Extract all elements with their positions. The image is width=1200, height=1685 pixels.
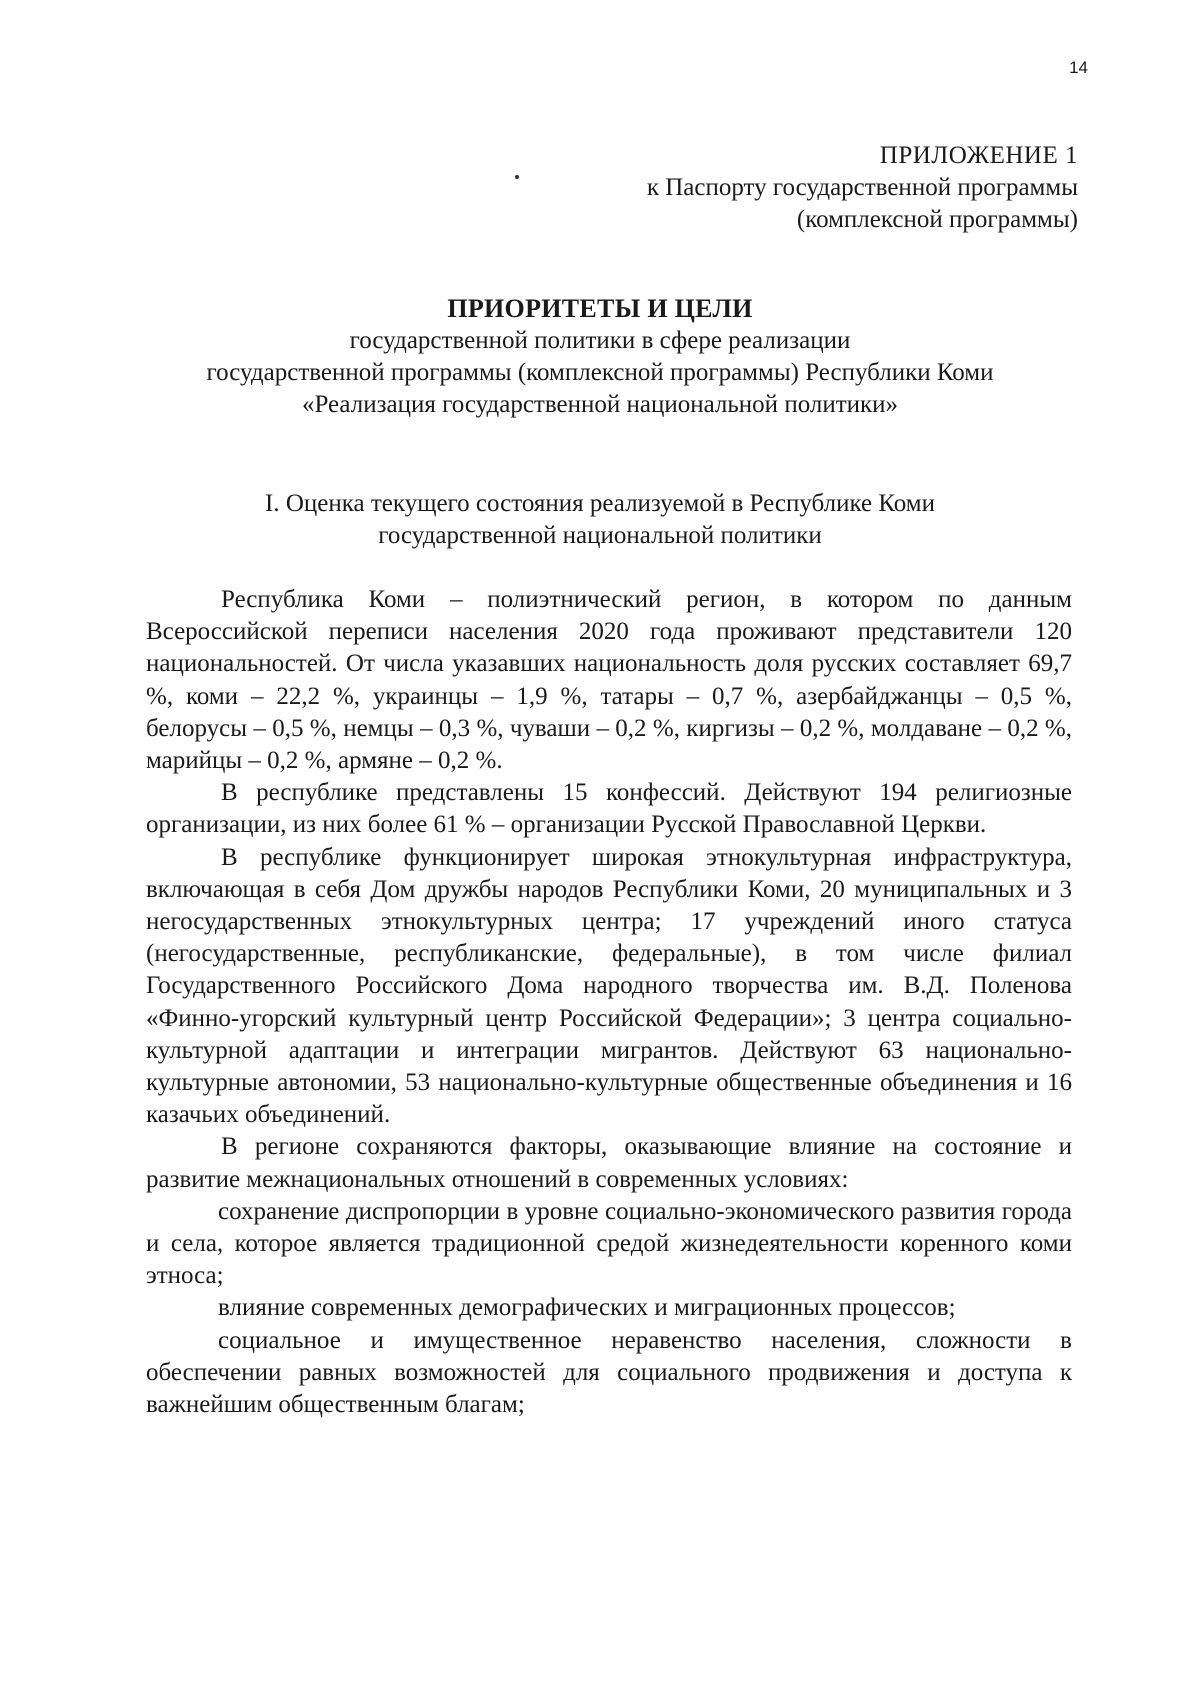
- section-heading: [140, 488, 1060, 552]
- appendix-line-1: к Паспорту государственной программы: [646, 174, 1078, 201]
- appendix-line-2: (комплексной программы): [796, 206, 1078, 233]
- scan-artifact-dot: [515, 175, 519, 179]
- body-text: [146, 584, 1072, 1421]
- appendix-title: ПРИЛОЖЕНИЕ 1: [879, 142, 1078, 169]
- paragraph-infrastructure: В республике функционирует широкая этнокультурная инфраструктура, включающая в себя Дом дружбы народов Республики Коми, 20 муниципальных и 3 негосударственных этнокультурных центра; 17 учреждений иного статуса (негосударственные, республиканские, федеральные), в том числе филиал Государственного Российского Дома народного творчества им. В.Д. Поленова «Финно-угорский культурный центр Российской Федерации»; 3 центра социально-культурной адаптации и интеграции мигрантов. Действуют 63 национально-культурные автономии, 53 национально-культурные общественные объединения и 16 казачьих объединений.: [146, 843, 1072, 1129]
- list-item-disproportion: сохранение диспропорции в уровне социально-экономического развития города и села, которое является традиционной средой жизнедеятельности коренного коми этноса;: [146, 1197, 1072, 1290]
- list-item-demography: влияние современных демографических и миграционных процессов;: [218, 1294, 956, 1322]
- paragraph-confessions: В республике представлены 15 конфессий. Действуют 194 религиозные организации, из них более 61 % – организации Русской Православной Церкви.: [146, 779, 1072, 839]
- appendix-block: [647, 140, 1078, 236]
- heading-line-2: государственной программы (комплексной программы) Республики Коми: [206, 359, 994, 386]
- document-title: ПРИОРИТЕТЫ И ЦЕЛИ: [447, 294, 753, 323]
- section-heading-line-2: государственной национальной политики: [378, 522, 822, 549]
- heading-line-1: государственной политики в сфере реализации: [349, 327, 851, 354]
- section-heading-line-1: I. Оценка текущего состояния реализуемой в Республике Коми: [265, 490, 935, 517]
- paragraph-population: Республика Коми – полиэтнический регион, в котором по данным Всероссийской переписи населения 2020 года проживают представители 120 национальностей. От числа указавших национальность доля русских составляет 69,7 %, коми – 22,2 %, украинцы – 1,9 %, татары – 0,7 %, азербайджанцы – 0,5 %, белорусы – 0,5 %, немцы – 0,3 %, чуваши – 0,2 %, киргизы – 0,2 %, молдаване – 0,2 %, марийцы – 0,2 %, армяне – 0,2 %.: [146, 586, 1072, 775]
- main-heading: [140, 293, 1060, 421]
- page-number: 14: [1069, 58, 1088, 77]
- list-item-inequality: социальное и имущественное неравенство населения, сложности в обеспечении равных возможностей для социального продвижения и доступа к важнейшим общественным благам;: [146, 1326, 1072, 1419]
- heading-line-3: «Реализация государственной национальной политики»: [301, 391, 899, 418]
- paragraph-factors: В регионе сохраняются факторы, оказывающие влияние на состояние и развитие межнациональных отношений в современных условиях:: [146, 1133, 1072, 1193]
